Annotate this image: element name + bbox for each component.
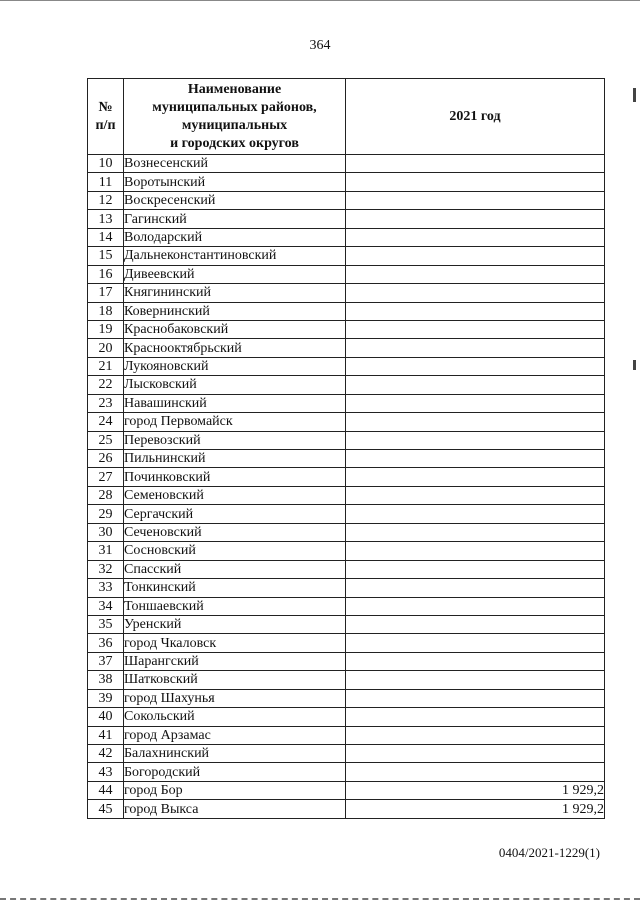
row-name: Навашинский bbox=[124, 394, 346, 412]
row-number: 13 bbox=[88, 210, 124, 228]
row-number: 36 bbox=[88, 634, 124, 652]
table-row bbox=[88, 634, 605, 652]
districts-table bbox=[87, 78, 605, 819]
document-code: 0404/2021-1229(1) bbox=[498, 845, 600, 860]
row-name: Лукояновский bbox=[124, 357, 346, 375]
table-row bbox=[88, 652, 605, 670]
row-name: Шатковский bbox=[124, 671, 346, 689]
row-number: 15 bbox=[88, 247, 124, 265]
row-number: 25 bbox=[88, 431, 124, 449]
table-row bbox=[88, 579, 605, 597]
row-name: Сеченовский bbox=[124, 523, 346, 541]
row-number: 43 bbox=[88, 763, 124, 781]
row-name: Вознесенский bbox=[124, 155, 346, 173]
row-value bbox=[346, 284, 605, 302]
table-row bbox=[88, 486, 605, 504]
row-name: город Бор bbox=[124, 781, 346, 799]
row-number: 31 bbox=[88, 542, 124, 560]
table-row bbox=[88, 320, 605, 338]
row-value bbox=[346, 597, 605, 615]
row-value bbox=[346, 634, 605, 652]
row-name: Тонкинский bbox=[124, 579, 346, 597]
row-number: 40 bbox=[88, 708, 124, 726]
row-number: 10 bbox=[88, 155, 124, 173]
table-body bbox=[88, 155, 605, 819]
header-year bbox=[346, 79, 605, 155]
row-value bbox=[346, 486, 605, 504]
header-name-label: Наименование муниципальных районов, муниципальных и городских округов bbox=[152, 81, 317, 151]
row-value bbox=[346, 579, 605, 597]
row-name: Княгининский bbox=[124, 284, 346, 302]
scan-edge-mark bbox=[633, 360, 636, 370]
scan-top-edge bbox=[0, 0, 640, 4]
row-number: 12 bbox=[88, 191, 124, 209]
table-header-row bbox=[88, 79, 605, 155]
scan-edge-mark bbox=[633, 88, 636, 102]
table-row bbox=[88, 597, 605, 615]
row-name: Воскресенский bbox=[124, 191, 346, 209]
table-row bbox=[88, 431, 605, 449]
row-number: 29 bbox=[88, 505, 124, 523]
row-value bbox=[346, 652, 605, 670]
table-row bbox=[88, 708, 605, 726]
row-name: город Шахунья bbox=[124, 689, 346, 707]
header-number bbox=[88, 79, 124, 155]
row-name: Балахнинский bbox=[124, 745, 346, 763]
row-number: 11 bbox=[88, 173, 124, 191]
table-row bbox=[88, 542, 605, 560]
table-row bbox=[88, 800, 605, 818]
table-row bbox=[88, 523, 605, 541]
row-number: 18 bbox=[88, 302, 124, 320]
row-name: Шарангский bbox=[124, 652, 346, 670]
row-value bbox=[346, 394, 605, 412]
row-number: 35 bbox=[88, 615, 124, 633]
table-row bbox=[88, 450, 605, 468]
table-row bbox=[88, 155, 605, 173]
row-value bbox=[346, 376, 605, 394]
row-number: 39 bbox=[88, 689, 124, 707]
row-value bbox=[346, 560, 605, 578]
row-number: 45 bbox=[88, 800, 124, 818]
row-number: 37 bbox=[88, 652, 124, 670]
row-number: 21 bbox=[88, 357, 124, 375]
table-row bbox=[88, 689, 605, 707]
table-row bbox=[88, 357, 605, 375]
table-row bbox=[88, 671, 605, 689]
page-number: 364 bbox=[309, 38, 331, 53]
header-name bbox=[124, 79, 346, 155]
row-name: Сокольский bbox=[124, 708, 346, 726]
table-row bbox=[88, 413, 605, 431]
row-name: Семеновский bbox=[124, 486, 346, 504]
row-number: 27 bbox=[88, 468, 124, 486]
row-name: Перевозский bbox=[124, 431, 346, 449]
table-row bbox=[88, 228, 605, 246]
row-value bbox=[346, 320, 605, 338]
row-name: Краснобаковский bbox=[124, 320, 346, 338]
row-number: 23 bbox=[88, 394, 124, 412]
row-number: 44 bbox=[88, 781, 124, 799]
scan-bottom-edge bbox=[0, 898, 640, 900]
row-value bbox=[346, 210, 605, 228]
row-value bbox=[346, 265, 605, 283]
table-row bbox=[88, 505, 605, 523]
row-value bbox=[346, 726, 605, 744]
row-name: Пильнинский bbox=[124, 450, 346, 468]
table-row bbox=[88, 173, 605, 191]
row-number: 24 bbox=[88, 413, 124, 431]
row-number: 33 bbox=[88, 579, 124, 597]
table-row bbox=[88, 615, 605, 633]
table-row bbox=[88, 284, 605, 302]
table-row bbox=[88, 302, 605, 320]
row-value bbox=[346, 357, 605, 375]
row-value bbox=[346, 413, 605, 431]
table-row bbox=[88, 339, 605, 357]
table-row bbox=[88, 210, 605, 228]
table-row bbox=[88, 745, 605, 763]
row-value bbox=[346, 708, 605, 726]
row-name: Дивеевский bbox=[124, 265, 346, 283]
row-value bbox=[346, 302, 605, 320]
row-value: 1 929,2 bbox=[346, 781, 605, 799]
row-name: Тоншаевский bbox=[124, 597, 346, 615]
row-number: 14 bbox=[88, 228, 124, 246]
row-name: Воротынский bbox=[124, 173, 346, 191]
row-value bbox=[346, 173, 605, 191]
table-row bbox=[88, 763, 605, 781]
row-value: 1 929,2 bbox=[346, 800, 605, 818]
row-value bbox=[346, 615, 605, 633]
row-value bbox=[346, 431, 605, 449]
row-value bbox=[346, 745, 605, 763]
row-name: Володарский bbox=[124, 228, 346, 246]
table-row bbox=[88, 394, 605, 412]
row-value bbox=[346, 450, 605, 468]
row-value bbox=[346, 228, 605, 246]
row-value bbox=[346, 542, 605, 560]
row-value bbox=[346, 191, 605, 209]
row-name: город Чкаловск bbox=[124, 634, 346, 652]
row-name: Починковский bbox=[124, 468, 346, 486]
row-name: Дальнеконстантиновский bbox=[124, 247, 346, 265]
row-value bbox=[346, 763, 605, 781]
row-name: Богородский bbox=[124, 763, 346, 781]
header-number-label: № п/п bbox=[95, 99, 116, 133]
table-row bbox=[88, 781, 605, 799]
row-value bbox=[346, 671, 605, 689]
row-name: город Выкса bbox=[124, 800, 346, 818]
row-name: город Первомайск bbox=[124, 413, 346, 431]
table-row bbox=[88, 468, 605, 486]
row-number: 19 bbox=[88, 320, 124, 338]
table-row bbox=[88, 265, 605, 283]
row-value bbox=[346, 468, 605, 486]
row-number: 22 bbox=[88, 376, 124, 394]
row-number: 16 bbox=[88, 265, 124, 283]
row-value bbox=[346, 505, 605, 523]
table-row bbox=[88, 726, 605, 744]
row-name: Гагинский bbox=[124, 210, 346, 228]
row-name: Сосновский bbox=[124, 542, 346, 560]
row-value bbox=[346, 523, 605, 541]
row-number: 38 bbox=[88, 671, 124, 689]
table-row bbox=[88, 560, 605, 578]
row-name: Уренский bbox=[124, 615, 346, 633]
row-number: 34 bbox=[88, 597, 124, 615]
row-name: Спасский bbox=[124, 560, 346, 578]
row-value bbox=[346, 247, 605, 265]
table-row bbox=[88, 247, 605, 265]
row-value bbox=[346, 155, 605, 173]
row-name: город Арзамас bbox=[124, 726, 346, 744]
row-value bbox=[346, 689, 605, 707]
row-number: 20 bbox=[88, 339, 124, 357]
row-name: Краснооктябрьский bbox=[124, 339, 346, 357]
row-number: 26 bbox=[88, 450, 124, 468]
row-number: 17 bbox=[88, 284, 124, 302]
table-row bbox=[88, 191, 605, 209]
row-number: 30 bbox=[88, 523, 124, 541]
header-year-label: 2021 год bbox=[449, 108, 501, 124]
row-name: Лысковский bbox=[124, 376, 346, 394]
row-value bbox=[346, 339, 605, 357]
row-number: 41 bbox=[88, 726, 124, 744]
table-row bbox=[88, 376, 605, 394]
row-name: Ковернинский bbox=[124, 302, 346, 320]
row-name: Сергачский bbox=[124, 505, 346, 523]
row-number: 32 bbox=[88, 560, 124, 578]
row-number: 28 bbox=[88, 486, 124, 504]
row-number: 42 bbox=[88, 745, 124, 763]
